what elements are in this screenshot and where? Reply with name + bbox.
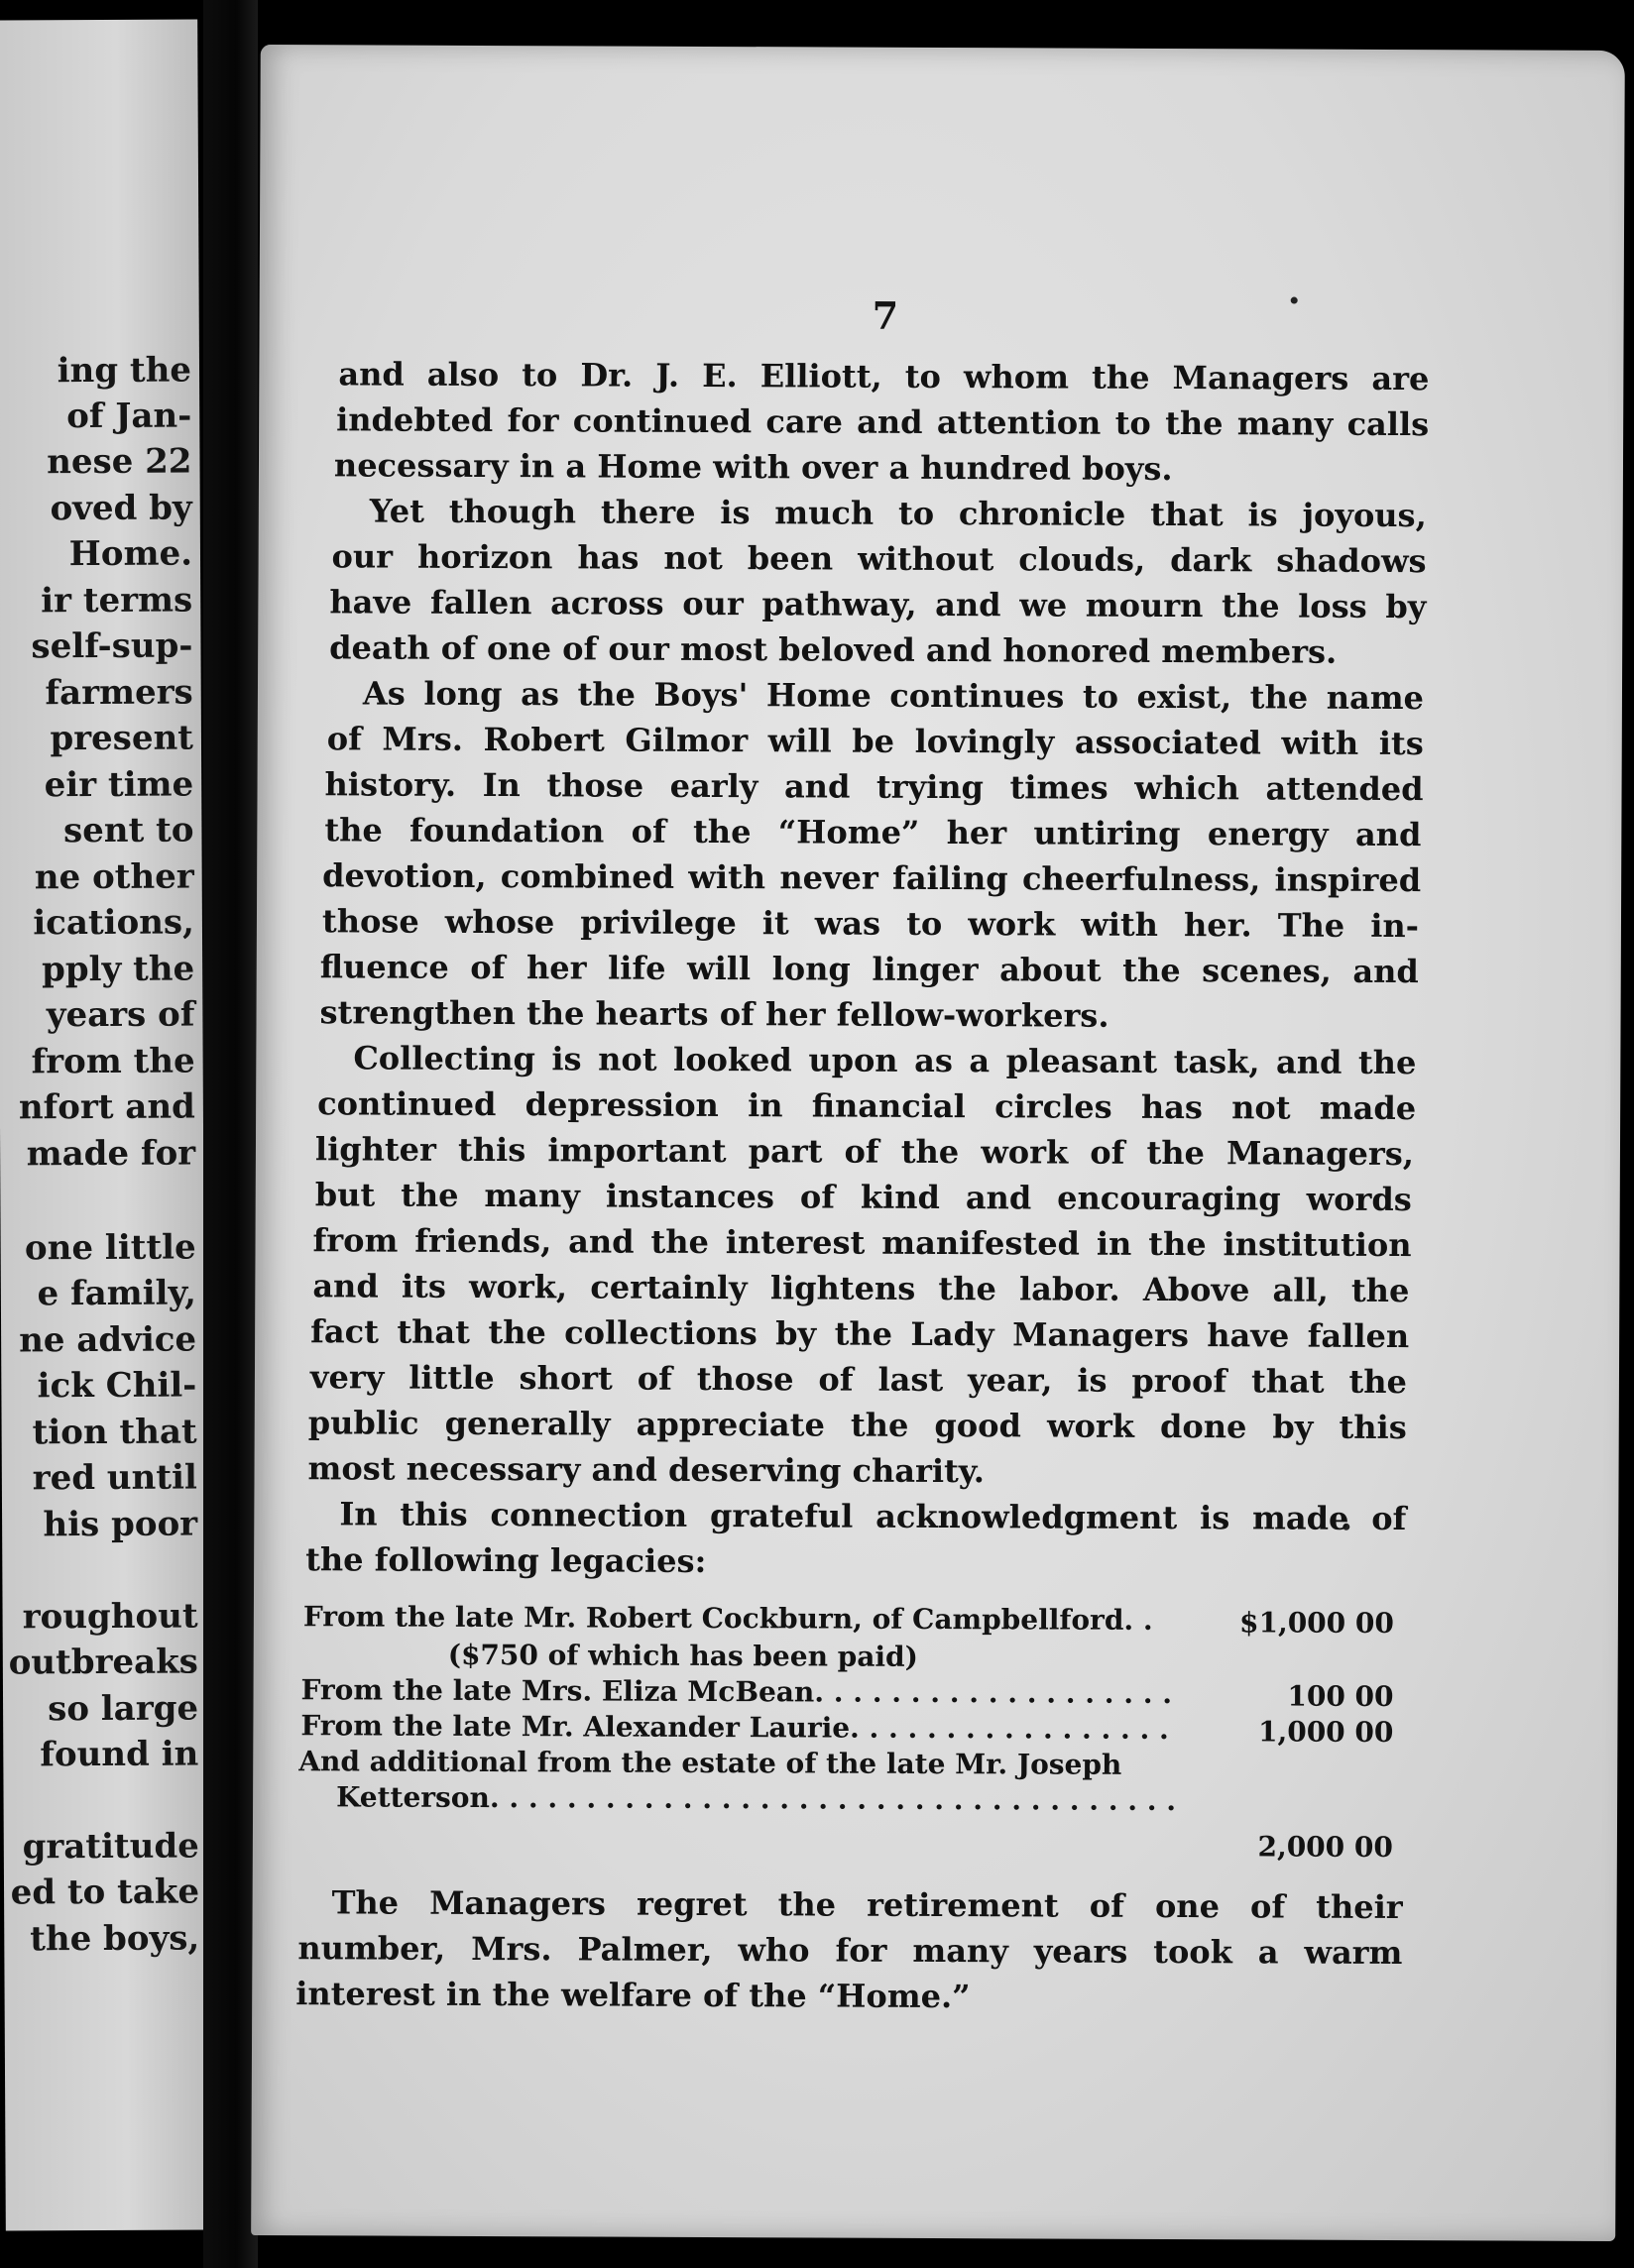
left-page-line: tion that (32, 1412, 197, 1453)
body-line: indebted for continued care and attention to the many calls (336, 400, 1430, 444)
body-line: very little short of those of last year, is proof that the (309, 1358, 1408, 1402)
page-number: 7 (872, 292, 899, 338)
body-line: public generally appreciate the good work done by this (307, 1404, 1407, 1447)
body-line: the following legacies: (305, 1540, 707, 1580)
left-page-line: the boys, (30, 1918, 200, 1960)
body-line: As long as the Boys' Home continues to exist, the name (362, 674, 1425, 718)
left-page-line: made for (26, 1133, 196, 1175)
left-page-line: one little (24, 1227, 196, 1269)
left-page-line: so large (48, 1688, 199, 1730)
body-line: death of one of our most beloved and honored members. (329, 628, 1338, 671)
left-page-line: e family, (37, 1273, 196, 1314)
body-line: of Mrs. Robert Gilmor will be lovingly associated with its (326, 720, 1424, 763)
body-line: and its work, certainly lightens the labor. Above all, the (312, 1267, 1410, 1310)
body-line: history. In those early and trying times which attended (324, 765, 1424, 809)
body-line: continued depression in financial circles has not made (317, 1084, 1417, 1128)
legacy-amount: $1,000 00 (1238, 1606, 1394, 1641)
left-page-line: present (50, 718, 194, 759)
body-line: lighter this important part of the work of the Managers, (314, 1130, 1415, 1174)
left-page-line: nese 22 (47, 441, 192, 483)
left-page-line: ir terms (41, 580, 193, 622)
body-line: but the many instances of kind and encouraging words (314, 1176, 1412, 1219)
closing-line: interest in the welfare of the “Home.” (295, 1975, 971, 2016)
book-gutter (203, 0, 258, 2268)
body-line: Yet though there is much to chronicle that is joyous, (369, 492, 1427, 535)
left-page-line: oved by (50, 488, 192, 529)
left-page-line: self-sup- (31, 625, 193, 667)
left-page-line: his poor (43, 1504, 198, 1545)
closing-line: The Managers regret the retirement of one of their (331, 1883, 1403, 1927)
left-page-line: eir time (44, 764, 194, 806)
left-page-line: years of (46, 994, 195, 1036)
left-page-line: found in (40, 1734, 199, 1775)
left-page-line: ed to take (10, 1871, 200, 1913)
body-line: In this connection grateful acknowledgment is made of (339, 1495, 1407, 1538)
body-line: devotion, combined with never failing cheerfulness, inspired (322, 856, 1422, 900)
left-page-line: ing the (57, 350, 192, 392)
left-page-line: nfort and (18, 1086, 196, 1128)
body-line: those whose privilege it was to work with her. The in- (321, 902, 1420, 946)
left-page-line: ne other (34, 856, 194, 898)
body-line: fact that the collections by the Lady Managers have fallen (310, 1312, 1410, 1356)
main-page (251, 45, 1625, 2241)
legacy-entry: From the late Mrs. Eliza McBean. . . . . . . . . . . . . . . . . . . (300, 1673, 1173, 1711)
legacy-entry: From the late Mr. Robert Cockburn, of Campbellford. . (302, 1600, 1153, 1637)
left-page-line: outbreaks (8, 1642, 198, 1683)
body-line: and also to Dr. J. E. Elliott, to whom the Managers are (338, 355, 1430, 398)
left-page-line: ne advice (19, 1319, 197, 1361)
closing-line: number, Mrs. Palmer, who for many years took a warm (297, 1929, 1403, 1973)
left-page-line: ick Chil- (37, 1365, 197, 1407)
left-page-line: farmers (45, 672, 193, 714)
body-line: Collecting is not looked upon as a pleasant task, and the (353, 1039, 1417, 1082)
left-page-line: of Jan- (66, 396, 192, 437)
ink-speck (1291, 297, 1298, 304)
body-line: most necessary and deserving charity. (307, 1449, 985, 1491)
body-line: the foundation of the “Home” her untiring energy and (324, 811, 1422, 854)
left-facing-page (0, 19, 209, 2230)
body-line: strengthen the hearts of her fellow-workers. (319, 993, 1109, 1035)
legacy-amount: 2,000 00 (1257, 1830, 1393, 1865)
body-line: necessary in a Home with over a hundred boys. (333, 446, 1173, 489)
legacy-entry: From the late Mr. Alexander Laurie. . . . . . . . . . . . . . . . . (300, 1709, 1169, 1747)
left-page-line: from the (31, 1041, 195, 1082)
legacy-entry: And additional from the estate of the late Mr. Joseph (298, 1745, 1122, 1781)
left-page-line: red until (32, 1457, 197, 1499)
legacy-entry-continued: Ketterson. . . . . . . . . . . . . . . . . . . . . . . . . . . . . . . . . . . . (336, 1780, 1177, 1818)
legacy-amount: 100 00 (1287, 1679, 1394, 1714)
left-page-line: pply the (41, 949, 195, 990)
body-line: our horizon has not been without clouds, dark shadows (331, 537, 1427, 581)
left-page-line: gratitude (22, 1826, 199, 1868)
left-page-line: ications, (33, 902, 195, 944)
body-line: fluence of her life will long linger about the scenes, and (319, 948, 1419, 991)
body-line: have fallen across our pathway, and we mourn the loss by (329, 583, 1427, 626)
left-page-line: sent to (62, 810, 194, 851)
body-line: from friends, and the interest manifested in the institution (312, 1221, 1412, 1265)
legacy-amount: 1,000 00 (1257, 1715, 1394, 1750)
legacy-note: ($750 of which has been paid) (447, 1638, 918, 1673)
left-page-line: Home. (68, 533, 193, 575)
left-page-line: roughout (22, 1596, 198, 1638)
